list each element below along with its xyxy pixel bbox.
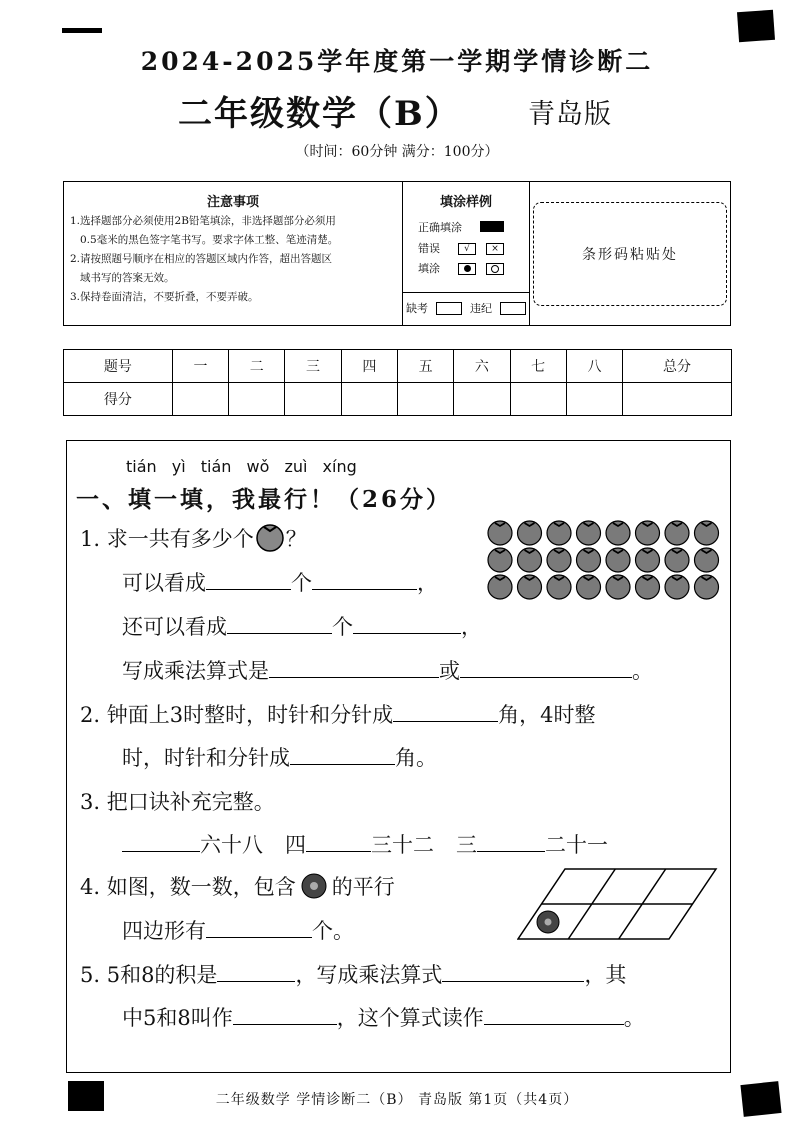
check-sample-icon: √ [458, 243, 476, 255]
question-1-line-4 [122, 655, 653, 685]
tomato-icon [695, 575, 719, 599]
tomato-icon [606, 548, 630, 572]
barcode-area: 条形码粘贴处 [533, 202, 727, 306]
score-cell[interactable] [341, 383, 397, 416]
fill-sample-title: 填涂样例 [439, 195, 492, 210]
question-5 [80, 959, 626, 989]
tomato-icon [577, 521, 601, 545]
question-text: 二十一 [545, 833, 608, 857]
question-text: 。 [623, 1006, 645, 1030]
top-left-mark [62, 28, 102, 33]
question-text: 。 [632, 659, 653, 683]
answer-blank[interactable] [477, 831, 545, 852]
question-5-line-2 [122, 1002, 645, 1032]
answer-blank[interactable] [442, 961, 584, 982]
absent-box[interactable] [436, 302, 462, 315]
flower-icon [296, 873, 332, 899]
instructions-box [63, 181, 731, 326]
question-text: 4. 如图，数一数，包含 [80, 875, 296, 899]
answer-blank[interactable] [122, 831, 200, 852]
parallelogram-figure [517, 866, 719, 942]
subject-title: 二年级数学（B） [178, 94, 461, 134]
tomato-icon [695, 548, 719, 572]
score-cell[interactable] [454, 383, 510, 416]
question-1-line-2 [122, 567, 438, 597]
question-4 [80, 871, 395, 901]
answer-blank[interactable] [227, 613, 332, 634]
table-cell: 总分 [623, 350, 732, 383]
table-cell: 四 [341, 350, 397, 383]
wrong-fill-label: 错误 [418, 242, 440, 255]
tomato-icon [665, 575, 689, 599]
question-text: ， [417, 571, 438, 595]
question-text: 四边形有 [122, 919, 206, 943]
answer-blank[interactable] [206, 569, 291, 590]
score-cell[interactable] [229, 383, 285, 416]
question-2-line-2 [122, 742, 437, 772]
question-text: 角。 [395, 746, 437, 770]
tomato-icon [547, 548, 571, 572]
notice-item: 域书写的答案无效。 [80, 272, 175, 284]
section-pinyin: tián yì tián wǒ zuì xíng [126, 457, 357, 476]
tomato-icon [636, 548, 660, 572]
table-cell: 五 [397, 350, 453, 383]
table-cell: 一 [172, 350, 228, 383]
answer-blank[interactable] [269, 657, 439, 678]
question-text: 写成乘法算式是 [122, 659, 269, 683]
violation-label: 违纪 [470, 302, 492, 315]
answer-blank[interactable] [393, 701, 498, 722]
score-cell[interactable] [623, 383, 732, 416]
dot-sample-icon [458, 263, 476, 275]
question-1-line-3 [122, 611, 482, 641]
question-text: ？ [285, 527, 307, 551]
score-cell[interactable] [566, 383, 622, 416]
score-cell[interactable] [172, 383, 228, 416]
tomato-grid [486, 519, 722, 601]
tomato-icon [606, 521, 630, 545]
answer-blank[interactable] [306, 831, 371, 852]
tomato-icon [665, 521, 689, 545]
question-text: ，这个算式读作 [336, 1006, 484, 1030]
tomato-icon [636, 521, 660, 545]
question-text: 角，4时整 [498, 703, 596, 727]
exam-title: 2024-2025学年度第一学期学情诊断二 [140, 47, 654, 76]
answer-blank[interactable] [290, 744, 395, 765]
table-cell: 二 [229, 350, 285, 383]
section-title: 一、填一填，我最行！（26分） [76, 486, 453, 513]
page-footer: 二年级数学 学情诊断二（B） 青岛版 第1页（共4页） [215, 1092, 579, 1108]
question-3-rhymes [122, 829, 608, 859]
question-text: 四 [285, 833, 306, 857]
question-text: 个 [332, 615, 353, 639]
question-text: 还可以看成 [122, 615, 227, 639]
question-text: ，写成乘法算式 [295, 963, 443, 987]
table-cell: 三 [285, 350, 341, 383]
table-cell: 六 [454, 350, 510, 383]
notice-item: 2.请按照题号顺序在相应的答题区域内作答，超出答题区 [70, 253, 333, 265]
question-text: ，其 [584, 963, 627, 987]
question-text: 1. 求一共有多少个 [80, 527, 254, 551]
tomato-icon [547, 521, 571, 545]
wrong-fill-label-2: 填涂 [418, 262, 440, 275]
tomato-icon [547, 575, 571, 599]
violation-box[interactable] [500, 302, 526, 315]
question-2 [80, 699, 595, 729]
question-text: ， [461, 615, 482, 639]
table-cell: 得分 [64, 383, 173, 416]
question-text: 可以看成 [122, 571, 206, 595]
edition-label: 青岛版 [528, 99, 612, 130]
tomato-icon [518, 521, 542, 545]
answer-blank[interactable] [353, 613, 461, 634]
tomato-icon [488, 548, 512, 572]
question-text: 或 [439, 659, 460, 683]
cross-sample-icon: × [486, 243, 504, 255]
answer-blank[interactable] [312, 569, 417, 590]
top-right-mark [737, 10, 775, 42]
tomato-icon [518, 548, 542, 572]
score-table [63, 349, 732, 416]
answer-blank[interactable] [233, 1004, 337, 1025]
table-cell: 七 [510, 350, 566, 383]
notice-item: 0.5毫米的黑色签字笔书写。要求字体工整、笔迹清楚。 [80, 234, 339, 246]
score-table-score-row [64, 383, 732, 416]
tomato-icon [254, 522, 286, 552]
question-text: 六十八 [200, 833, 263, 857]
tomato-icon [488, 521, 512, 545]
answer-blank[interactable] [460, 657, 632, 678]
tomato-icon [577, 575, 601, 599]
question-text: 三十二 [371, 833, 434, 857]
circle-sample-icon [486, 263, 504, 275]
notice-title: 注意事项 [206, 195, 259, 210]
tomato-icon [577, 548, 601, 572]
tomato-icon [695, 521, 719, 545]
question-text: 中5和8叫作 [122, 1006, 233, 1030]
correct-fill-sample [480, 221, 504, 232]
tomato-icon [665, 548, 689, 572]
notice-item: 3.保持卷面清洁，不要折叠，不要弄破。 [70, 291, 259, 303]
score-table-header-row [64, 350, 732, 383]
tomato-icon [636, 575, 660, 599]
question-text: 三 [456, 833, 477, 857]
notice-list [70, 212, 400, 307]
question-3: 3. 把口诀补充完整。 [80, 790, 275, 814]
notice-item: 1.选择题部分必须使用2B铅笔填涂，非选择题部分必须用 [70, 215, 336, 227]
correct-fill-label: 正确填涂 [418, 221, 462, 234]
question-text: 个 [291, 571, 312, 595]
answer-blank[interactable] [484, 1004, 624, 1025]
question-text: 5. 5和8的积是 [80, 963, 218, 987]
score-cell[interactable] [397, 383, 453, 416]
tomato-icon [488, 575, 512, 599]
table-cell: 题号 [64, 350, 173, 383]
absent-label: 缺考 [406, 302, 428, 315]
exam-time-info: （时间：60分钟 满分：100分） [295, 144, 499, 160]
tomato-icon [606, 575, 630, 599]
score-cell[interactable] [285, 383, 341, 416]
tomato-icon [518, 575, 542, 599]
answer-blank[interactable] [217, 961, 295, 982]
question-text: 个。 [312, 919, 354, 943]
question-text: 2. 钟面上3时整时，时针和分针成 [80, 703, 394, 727]
question-text: 时，时针和分针成 [122, 746, 290, 770]
answer-blank[interactable] [206, 917, 312, 938]
table-cell: 八 [566, 350, 622, 383]
question-1 [80, 522, 307, 553]
question-text: 的平行 [331, 875, 395, 899]
question-4-line-2 [122, 915, 354, 945]
score-cell[interactable] [510, 383, 566, 416]
